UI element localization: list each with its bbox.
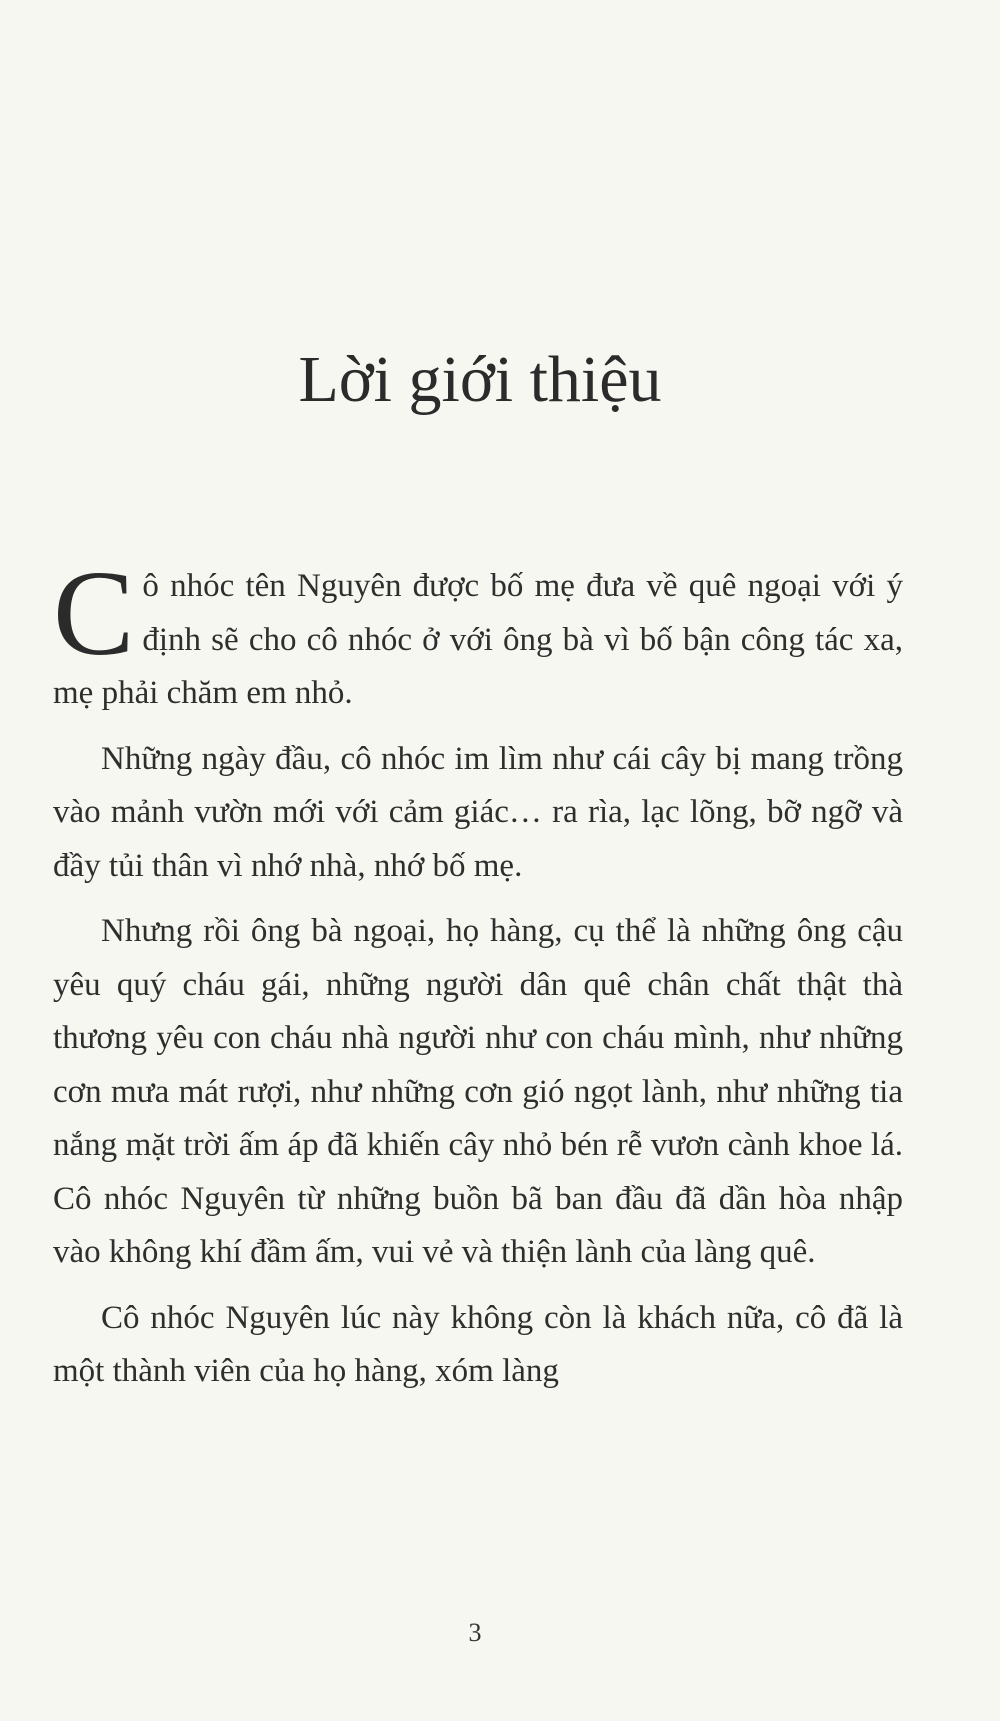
paragraph-1: [53, 546, 903, 721]
page-number: 3: [468, 1618, 482, 1647]
paragraph-4: Cô nhóc Nguyên lúc này không còn là khách nữa, cô đã là một thành viên của họ hàng, xóm làng: [53, 1299, 903, 1389]
chapter-title: Lời giới thiệu: [298, 343, 662, 416]
paragraph-2: Những ngày đầu, cô nhóc im lìm như cái cây bị mang trồng vào mảnh vườn mới với cảm giác… ra rìa, lạc lõng, bỡ ngỡ và đầy tủi thân vì nhớ nhà, nhớ bố mẹ.: [53, 740, 903, 884]
paragraph-1-text: ô nhóc tên Nguyên được bố mẹ đưa về quê ngoại với ý định sẽ cho cô nhóc ở với ông bà vì bố bận công tác xa, mẹ phải chăm em nhỏ.: [53, 568, 903, 711]
body-text: [53, 546, 903, 1411]
paragraph-3: Nhưng rồi ông bà ngoại, họ hàng, cụ thể là những ông cậu yêu quý cháu gái, những người dân quê chân chất thật thà thương yêu con cháu nhà người như con cháu mình, như những cơn mưa mát rượi, như những cơn gió ngọt lành, như những tia nắng mặt trời ấm áp đã khiến cây nhỏ bén rễ vươn cành khoe lá. Cô nhóc Nguyên từ những buồn bã ban đầu đã dần hòa nhập vào không khí đầm ấm, vui vẻ và thiện lành của làng quê.: [53, 913, 903, 1270]
drop-cap: C: [53, 546, 135, 681]
